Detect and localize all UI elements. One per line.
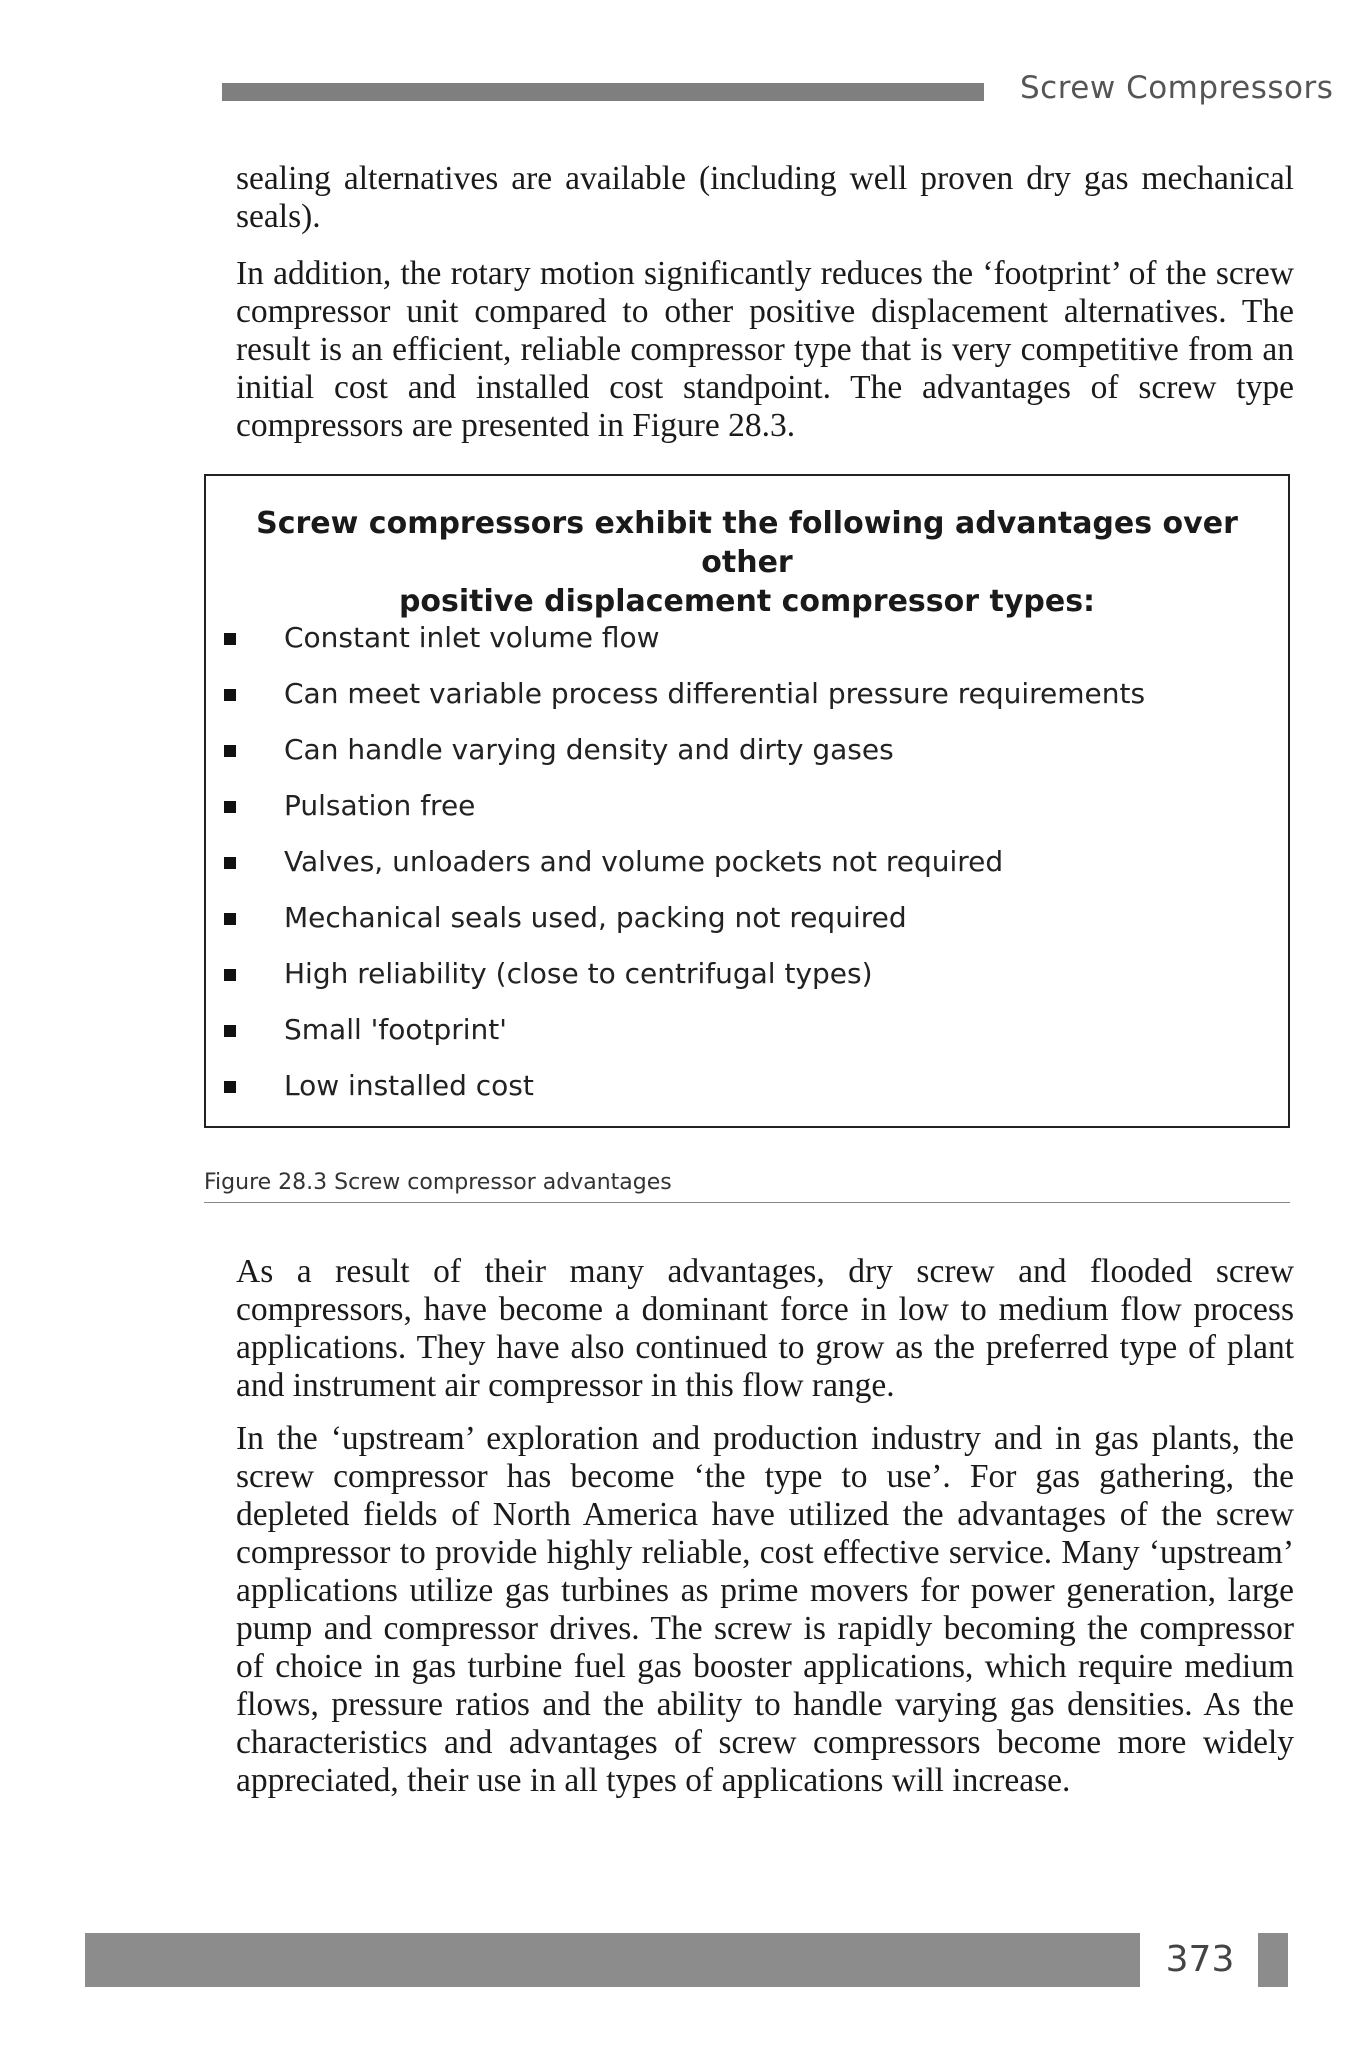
figure-heading-line-1: Screw compressors exhibit the following advantages over other [256,506,1238,580]
advantage-text: Mechanical seals used, packing not required [284,901,907,934]
page-number: 373 [1165,1939,1235,1980]
bullet-icon [224,745,236,757]
advantage-text: Small 'footprint' [284,1013,507,1046]
running-head: Screw Compressors [1020,70,1334,106]
footer-bar [85,1933,1140,1987]
paragraph-2: In addition, the rotary motion significantly reduces the ‘footprint’ of the screw compressor unit compared to other positive displacement alternatives. The result is an efficient, reliable compressor type that is very competitive from an initial cost and installed cost standpoint. The advantages of screw type compressors are presented in Figure 28.3. [236,255,1294,444]
bullet-icon [224,1025,236,1037]
bullet-icon [224,969,236,981]
advantage-text: High reliability (close to centrifugal types) [284,957,873,990]
advantage-text: Can handle varying density and dirty gases [284,733,894,766]
figure-heading [206,504,1288,621]
header-bar [222,83,984,101]
paragraph-3: As a result of their many advantages, dry screw and flooded screw compressors, have become a dominant force in low to medium flow process applications. They have also continued to grow as the preferred type of plant and instrument air compressor in this flow range. [236,1253,1294,1404]
bullet-icon [224,857,236,869]
figure-box [204,474,1290,1128]
paragraph-4: In the ‘upstream’ exploration and production industry and in gas plants, the screw compressor has become ‘the type to use’. For gas gathering, the depleted fields of North America have utilized the advantages of the screw compressor to provide highly reliable, cost effective service. Many ‘upstream’ applications utilize gas turbines as prime movers for power generation, large pump and compressor drives. The screw is rapidly becoming the compressor of choice in gas turbine fuel gas booster applications, which require medium flows, pressure ratios and the ability to handle varying gas densities. As the characteristics and advantages of screw compressors become more widely appreciated, their use in all types of applications will increase. [236,1420,1294,1799]
advantage-text: Low installed cost [284,1069,534,1102]
advantage-text: Valves, unloaders and volume pockets not required [284,845,1004,878]
figure-heading-line-2: positive displacement compressor types: [398,584,1096,619]
advantage-text: Constant inlet volume flow [284,621,660,654]
footer-block [1258,1933,1288,1987]
bullet-icon [224,1081,236,1093]
caption-rule [204,1202,1290,1203]
figure-caption: Figure 28.3 Screw compressor advantages [204,1170,672,1195]
advantage-text: Pulsation free [284,789,476,822]
advantage-text: Can meet variable process differential pressure requirements [284,677,1146,710]
paragraph-1: sealing alternatives are available (including well proven dry gas mechanical seals). [236,160,1294,235]
bullet-icon [224,801,236,813]
bullet-icon [224,633,236,645]
bullet-icon [224,689,236,701]
bullet-icon [224,913,236,925]
